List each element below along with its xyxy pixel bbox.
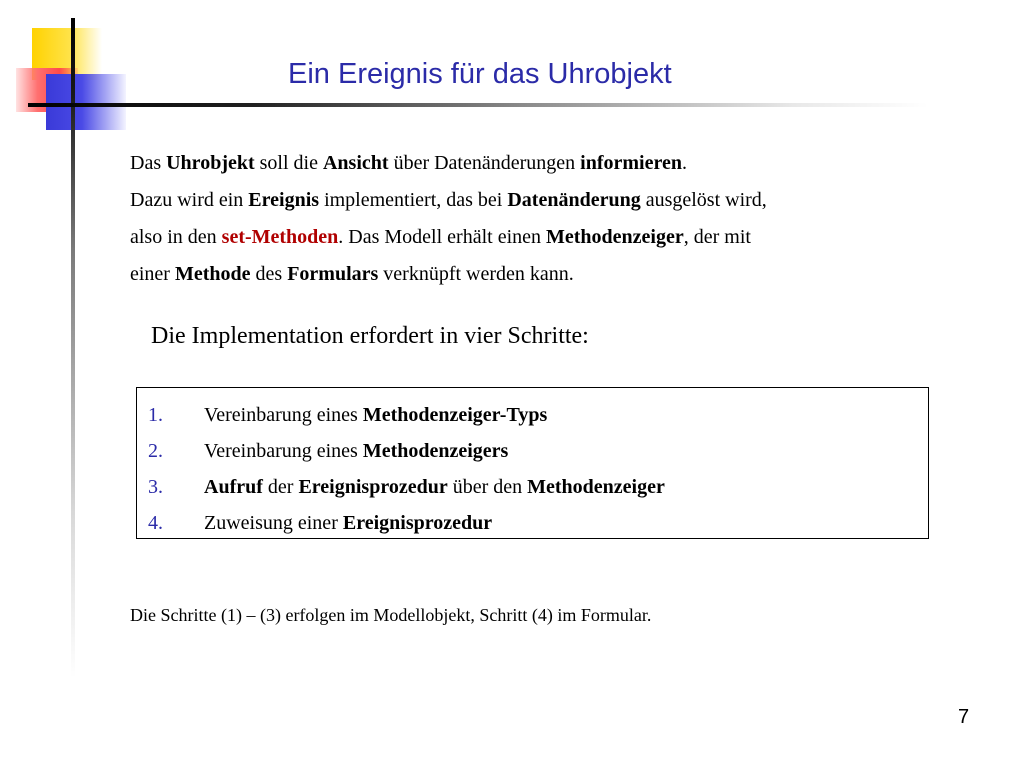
text: Das bbox=[130, 152, 167, 174]
steps-heading: Die Implementation erfordert in vier Schritte: bbox=[151, 323, 589, 349]
bold-term: Aufruf bbox=[204, 476, 263, 498]
bold-term: Methodenzeigers bbox=[362, 440, 509, 462]
text: Dazu wird ein bbox=[130, 189, 249, 211]
intro-line bbox=[130, 219, 970, 256]
step-number: 2. bbox=[148, 440, 163, 462]
bold-term: Ereignis bbox=[248, 189, 320, 211]
text: Zuweisung einer bbox=[204, 512, 343, 534]
decor-vertical-line bbox=[71, 18, 75, 678]
text: Vereinbarung eines bbox=[204, 440, 363, 462]
text: implementiert, das bei bbox=[319, 189, 508, 211]
bold-term: Uhrobjekt bbox=[166, 152, 255, 174]
step-item bbox=[137, 505, 928, 541]
bold-term: Methode bbox=[174, 263, 251, 285]
bold-term: Formulars bbox=[287, 263, 379, 285]
step-number: 1. bbox=[148, 404, 163, 426]
bold-term: informieren bbox=[580, 152, 682, 174]
step-text bbox=[204, 397, 547, 433]
intro-line bbox=[130, 145, 970, 182]
step-number: 4. bbox=[148, 512, 163, 534]
text: der bbox=[262, 476, 299, 498]
intro-line bbox=[130, 256, 970, 293]
text: also in den bbox=[130, 226, 222, 248]
steps-list bbox=[136, 387, 929, 539]
text: ausgelöst wird, bbox=[640, 189, 767, 211]
intro-paragraph bbox=[130, 145, 970, 293]
highlight-term: set-Methoden bbox=[221, 226, 339, 248]
step-number: 3. bbox=[148, 476, 163, 498]
bold-term: Methodenzeiger-Typs bbox=[362, 404, 548, 426]
page-number: 7 bbox=[958, 706, 970, 728]
text: verknüpft werden kann. bbox=[378, 263, 574, 285]
bold-term: Ereignisprozedur bbox=[298, 476, 448, 498]
text: über Datenänderungen bbox=[388, 152, 581, 174]
bold-term: Ansicht bbox=[322, 152, 389, 174]
step-text bbox=[204, 469, 665, 505]
text: . bbox=[681, 152, 687, 174]
slide-title: Ein Ereignis für das Uhrobjekt bbox=[288, 58, 672, 90]
step-item bbox=[137, 469, 928, 505]
text: des bbox=[250, 263, 288, 285]
step-text bbox=[204, 505, 492, 541]
text: einer bbox=[130, 263, 175, 285]
step-text bbox=[204, 433, 508, 469]
text: . Das Modell erhält einen bbox=[338, 226, 547, 248]
text: soll die bbox=[254, 152, 323, 174]
decor-horizontal-line bbox=[28, 103, 928, 107]
text: , der mit bbox=[683, 226, 751, 248]
bold-term: Ereignisprozedur bbox=[342, 512, 493, 534]
bold-term: Methodenzeiger bbox=[546, 226, 684, 248]
footnote: Die Schritte (1) – (3) erfolgen im Modellobjekt, Schritt (4) im Formular. bbox=[130, 605, 652, 625]
intro-line bbox=[130, 182, 970, 219]
bold-term: Methodenzeiger bbox=[527, 476, 665, 498]
text: über den bbox=[447, 476, 528, 498]
decor-blue-square bbox=[46, 74, 126, 130]
text: Vereinbarung eines bbox=[204, 404, 363, 426]
bold-term: Datenänderung bbox=[507, 189, 641, 211]
step-item bbox=[137, 397, 928, 433]
step-item bbox=[137, 433, 928, 469]
